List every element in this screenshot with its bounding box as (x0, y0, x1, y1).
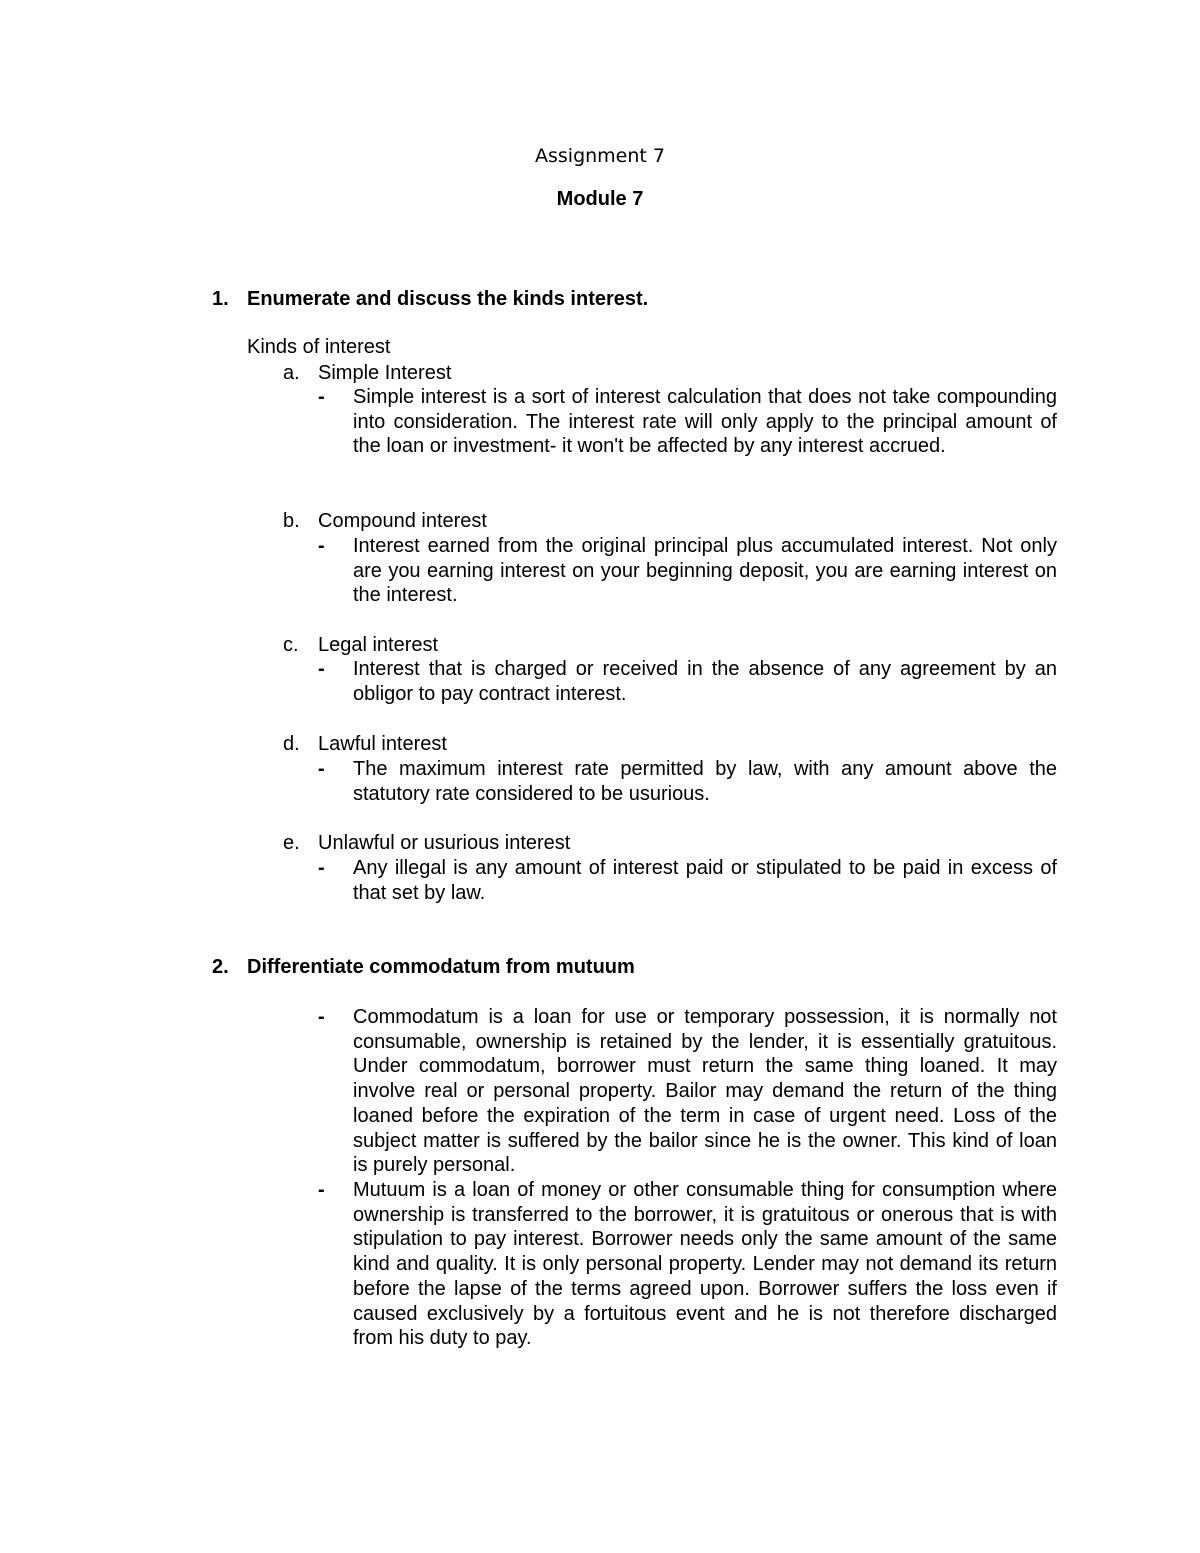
module-title: Module 7 (556, 188, 644, 210)
bullet-dash: - (318, 535, 325, 557)
mutuum-paragraph: Mutuum is a loan of money or other consumable thing for consumption where ownership is transferred to the borrower, it is gratuitous or onerous that is with stipulation to pay interest. Borrower needs only the same amount of the same kind and quality. It is only personal property. Lender may not demand its return before the lapse of the terms agreed upon. Borrower suffers the loss even if caused exclusively by a fortuitous event and he is not therefore discharged from his duty to pay. (353, 1179, 1057, 1350)
question-2-heading (212, 955, 635, 979)
assignment-header: Assignment 7 (535, 145, 665, 167)
item-title: Legal interest (318, 634, 439, 656)
item-title: Lawful interest (318, 733, 447, 755)
item-description: The maximum interest rate permitted by law, with any amount above the statutory rate considered to be usurious. (353, 758, 1057, 805)
item-title: Compound interest (318, 510, 487, 532)
item-description: Interest earned from the original principal plus accumulated interest. Not only are you earning interest on your beginning deposit, you are earning interest on the interest. (353, 535, 1057, 607)
question-1-number: 1. (212, 288, 229, 310)
item-letter: d. (283, 733, 300, 755)
bullet-dash: - (318, 758, 325, 780)
item-letter: e. (283, 832, 300, 854)
kinds-intro: Kinds of interest (247, 336, 391, 358)
question-2-number: 2. (212, 956, 229, 978)
list-item (283, 633, 438, 657)
item-letter: c. (283, 634, 299, 656)
item-letter: b. (283, 510, 300, 532)
bullet-dash: - (318, 857, 325, 879)
item-description: Any illegal is any amount of interest paid or stipulated to be paid in excess of that set by law. (353, 857, 1057, 904)
item-description: Simple interest is a sort of interest calculation that does not take compounding into consideration. The interest rate will only apply to the principal amount of the loan or investment- it won't be affected by any interest accrued. (353, 386, 1057, 458)
bullet-dash: - (318, 1179, 325, 1201)
item-title: Simple Interest (318, 362, 452, 384)
commodatum-paragraph: Commodatum is a loan for use or temporary possession, it is normally not consumable, ownership is retained by the lender, it is essentially gratuitous. Under commodatum, borrower must return the same thing loaned. It may involve real or personal property. Bailor may demand the return of the thing loaned before the expiration of the term in case of urgent need. Loss of the subject matter is suffered by the bailor since he is the owner. This kind of loan is purely personal. (353, 1006, 1057, 1177)
list-item (283, 509, 487, 533)
question-1-text: Enumerate and discuss the kinds interest. (247, 288, 649, 310)
item-title: Unlawful or usurious interest (318, 832, 571, 854)
list-item (283, 361, 451, 385)
list-item (283, 732, 447, 756)
item-description: Interest that is charged or received in the absence of any agreement by an obligor to pay contract interest. (353, 658, 1057, 705)
bullet-dash: - (318, 1006, 325, 1028)
item-letter: a. (283, 362, 300, 384)
question-1-heading (212, 287, 648, 311)
bullet-dash: - (318, 658, 325, 680)
question-2-text: Differentiate commodatum from mutuum (247, 956, 635, 978)
list-item (283, 831, 570, 855)
bullet-dash: - (318, 386, 325, 408)
